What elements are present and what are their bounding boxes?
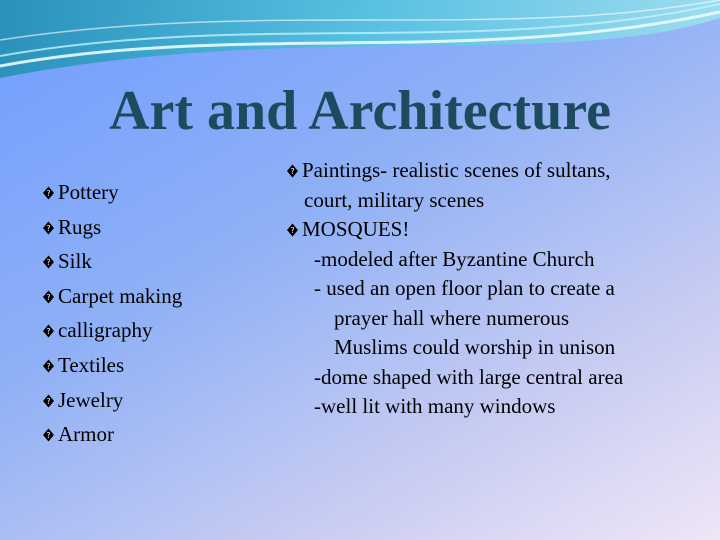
sub-item-continuation: prayer hall where numerous (334, 305, 569, 330)
list-item: ? Carpet making (40, 279, 270, 314)
missing-glyph-bullet-icon (40, 288, 57, 305)
svg-text:?: ? (46, 361, 51, 371)
list-item: ? Textiles (40, 348, 270, 383)
missing-glyph-bullet-icon (40, 322, 57, 339)
svg-text:?: ? (46, 396, 51, 406)
list-item: ? Jewelry (40, 383, 270, 418)
sub-item: -dome shaped with large central area (314, 364, 624, 389)
sub-item: -well lit with many windows (314, 394, 556, 418)
sub-item: -modeled after Byzantine Church (314, 246, 595, 271)
sub-item-continuation: Muslims could worship in unison (334, 335, 616, 359)
slide-title: Art and Architecture (109, 80, 611, 142)
missing-glyph-bullet-icon (40, 253, 57, 270)
list-item: ? Paintings- realistic scenes of sultans, (284, 156, 704, 186)
missing-glyph-bullet-icon (40, 426, 57, 443)
missing-glyph-bullet-icon (40, 357, 57, 374)
sub-item: - used an open floor plan to create a (314, 276, 615, 300)
list-item: ? calligraphy (40, 313, 270, 348)
list-item: ? Armor (40, 417, 270, 452)
right-bullet-list (284, 156, 704, 422)
left-bullet-list (40, 175, 270, 452)
missing-glyph-bullet-icon (40, 219, 57, 236)
svg-text:?: ? (290, 226, 295, 235)
list-item-continuation: court, military scenes (304, 187, 485, 212)
list-item: ? Silk (40, 244, 270, 279)
svg-text:?: ? (46, 189, 51, 198)
missing-glyph-bullet-icon (40, 184, 57, 201)
svg-text:?: ? (46, 258, 51, 268)
list-item: ? Pottery (40, 175, 270, 210)
svg-text:?: ? (46, 431, 51, 441)
list-item: ? MOSQUES! (284, 215, 704, 245)
missing-glyph-bullet-icon (284, 221, 301, 238)
svg-text:?: ? (46, 327, 51, 337)
missing-glyph-bullet-icon (284, 162, 301, 179)
svg-text:?: ? (46, 223, 51, 233)
list-item: ? Rugs (40, 210, 270, 245)
svg-text:?: ? (290, 167, 295, 176)
missing-glyph-bullet-icon (40, 392, 57, 409)
decorative-wave-band (0, 0, 720, 90)
svg-text:?: ? (46, 292, 51, 302)
